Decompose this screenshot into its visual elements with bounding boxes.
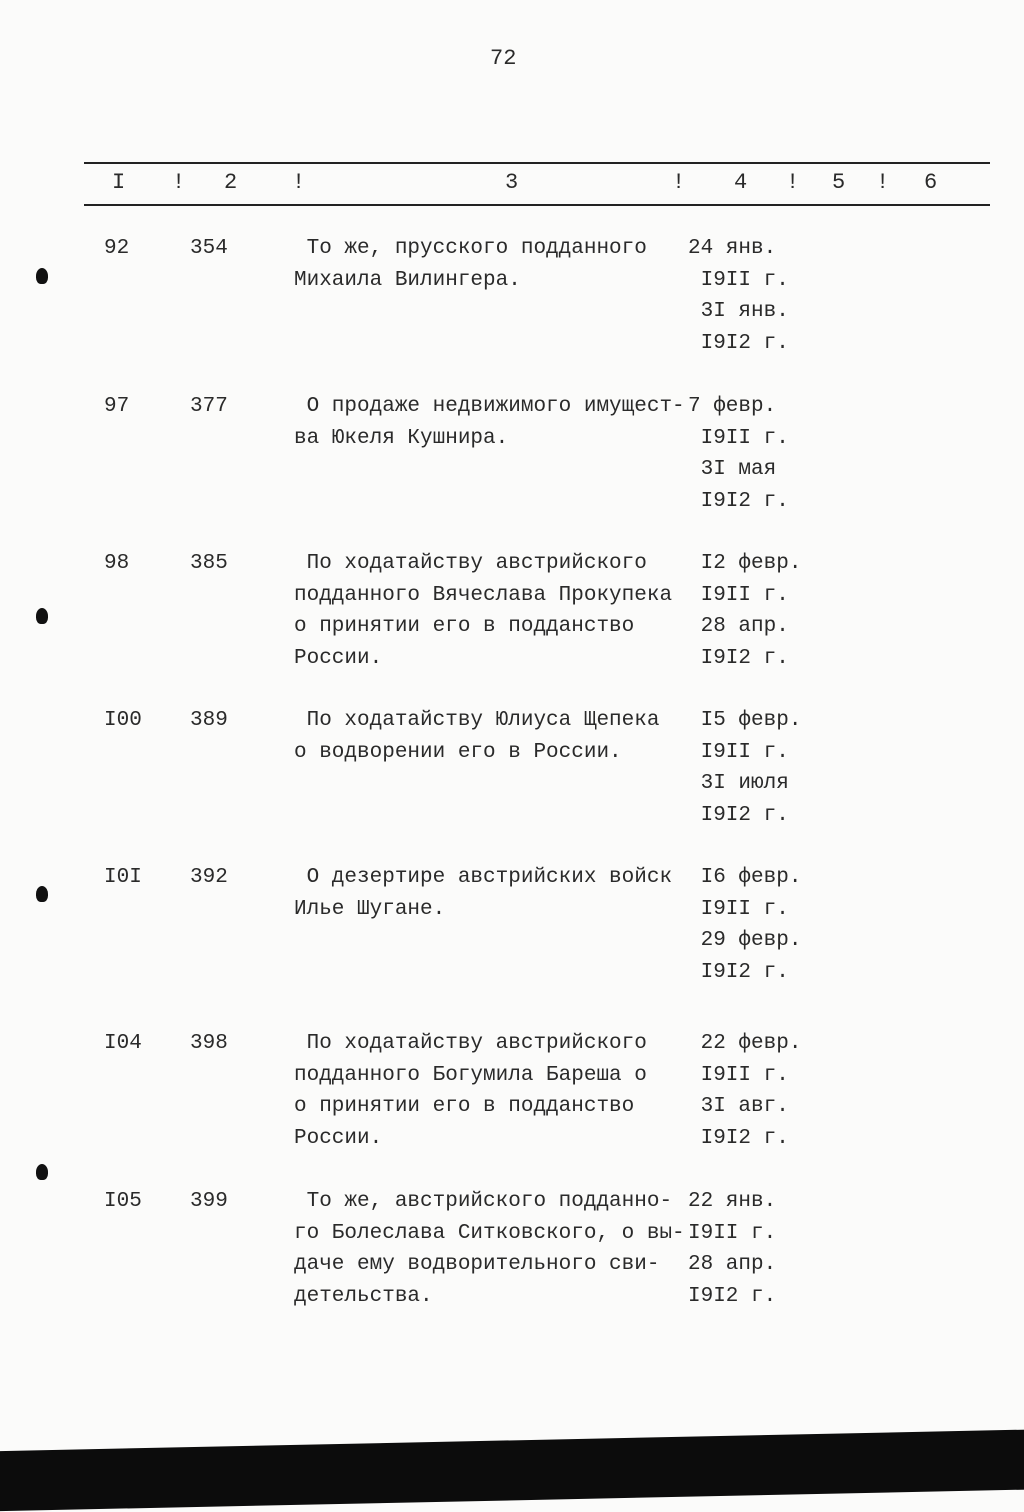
header-col-4: 4: [734, 170, 748, 195]
description-line: даче ему водворительного сви-: [294, 1253, 660, 1276]
row-number: 98: [104, 552, 130, 575]
date-line: I9I2 г.: [688, 1126, 789, 1150]
date-line: 3I мая: [688, 458, 777, 481]
description-line: О продаже недвижимого имущест-: [294, 395, 685, 418]
description-line: подданного Богумила Бареша о: [294, 1063, 647, 1087]
date-line: 3I июля: [688, 772, 789, 795]
file-number: 398: [190, 1032, 228, 1055]
description: [294, 548, 672, 674]
description-line: По ходатайству Юлиуса Щепека: [294, 709, 660, 732]
description-line: го Болеслава Ситковского, о вы-: [294, 1221, 685, 1245]
description-line: Илье Шугане.: [294, 897, 446, 921]
dates: [688, 391, 789, 517]
description: [294, 862, 672, 925]
description-line: По ходатайству австрийского: [294, 552, 647, 575]
date-line: I9I2 г.: [688, 489, 789, 513]
date-line: 22 февр.: [688, 1032, 802, 1055]
date-line: I9II г.: [688, 268, 789, 292]
row-number: I00: [104, 709, 142, 732]
date-line: 3I авг.: [688, 1095, 789, 1118]
date-line: I5 февр.: [688, 709, 802, 732]
file-number: 354: [190, 237, 228, 260]
header-col-3: 3: [505, 170, 519, 195]
description-line: России.: [294, 1126, 383, 1150]
row-number: 97: [104, 395, 130, 418]
header-sep: !: [172, 170, 186, 195]
description: [294, 233, 647, 296]
description: [294, 391, 685, 454]
header-col-6: 6: [924, 170, 938, 195]
description-line: о принятии его в подданство: [294, 1095, 635, 1118]
row-number: I05: [104, 1190, 142, 1213]
description-line: подданного Вячеслава Прокупека: [294, 583, 673, 607]
date-line: I9II г.: [688, 1063, 789, 1087]
description-line: о принятии его в подданство: [294, 615, 635, 638]
dates: [688, 862, 801, 988]
punch-hole-mark: [36, 1164, 48, 1180]
date-line: 28 апр.: [688, 615, 789, 638]
file-number: 377: [190, 395, 228, 418]
date-line: I9I2 г.: [688, 331, 789, 355]
row-number: 92: [104, 237, 130, 260]
header-bottom-rule: [84, 204, 990, 206]
header-col-2: 2: [224, 170, 238, 195]
date-line: 24 янв.: [688, 237, 777, 260]
row-number: I04: [104, 1032, 142, 1055]
date-line: 3I янв.: [688, 300, 789, 323]
description-line: Михаила Вилингера.: [294, 268, 521, 292]
dates: [688, 705, 801, 831]
header-sep: !: [292, 170, 306, 195]
description-line: По ходатайству австрийского: [294, 1032, 647, 1055]
punch-hole-mark: [36, 886, 48, 902]
dates: [688, 233, 789, 359]
date-line: I9I2 г.: [688, 803, 789, 827]
row-number: I0I: [104, 866, 142, 889]
header-col-5: 5: [832, 170, 846, 195]
dates: [688, 1028, 801, 1154]
header-sep: !: [876, 170, 890, 195]
description-line: ва Юкеля Кушнира.: [294, 426, 509, 450]
dates: [688, 1186, 776, 1312]
file-number: 399: [190, 1190, 228, 1213]
date-line: I9II г.: [688, 1221, 777, 1245]
file-number: 389: [190, 709, 228, 732]
description: [294, 1028, 647, 1154]
date-line: 7 февр.: [688, 395, 777, 418]
date-line: I9II г.: [688, 583, 789, 607]
header-sep: !: [786, 170, 800, 195]
punch-hole-mark: [36, 268, 48, 284]
date-line: 29 февр.: [688, 929, 802, 952]
header-top-rule: [84, 162, 990, 164]
date-line: I9I2 г.: [688, 646, 789, 670]
description-line: О дезертире австрийских войск: [294, 866, 673, 889]
punch-hole-mark: [36, 608, 48, 624]
date-line: 28 апр.: [688, 1253, 777, 1276]
header-col-1: I: [112, 170, 126, 195]
scan-edge-shadow: [0, 1428, 1024, 1511]
date-line: 22 янв.: [688, 1190, 777, 1213]
dates: [688, 548, 801, 674]
date-line: I6 февр.: [688, 866, 802, 889]
description-line: России.: [294, 646, 383, 670]
date-line: I9II г.: [688, 426, 789, 450]
date-line: I2 февр.: [688, 552, 802, 575]
description-line: детельства.: [294, 1284, 433, 1308]
date-line: I9II г.: [688, 740, 789, 764]
date-line: I9II г.: [688, 897, 789, 921]
description-line: То же, австрийского подданно-: [294, 1190, 673, 1213]
file-number: 392: [190, 866, 228, 889]
description: [294, 705, 659, 768]
description-line: о водворении его в России.: [294, 740, 622, 764]
description-line: То же, прусского подданного: [294, 237, 647, 260]
header-sep: !: [672, 170, 686, 195]
date-line: I9I2 г.: [688, 960, 789, 984]
date-line: I9I2 г.: [688, 1284, 777, 1308]
file-number: 385: [190, 552, 228, 575]
page-number: 72: [490, 46, 517, 71]
description: [294, 1186, 685, 1312]
